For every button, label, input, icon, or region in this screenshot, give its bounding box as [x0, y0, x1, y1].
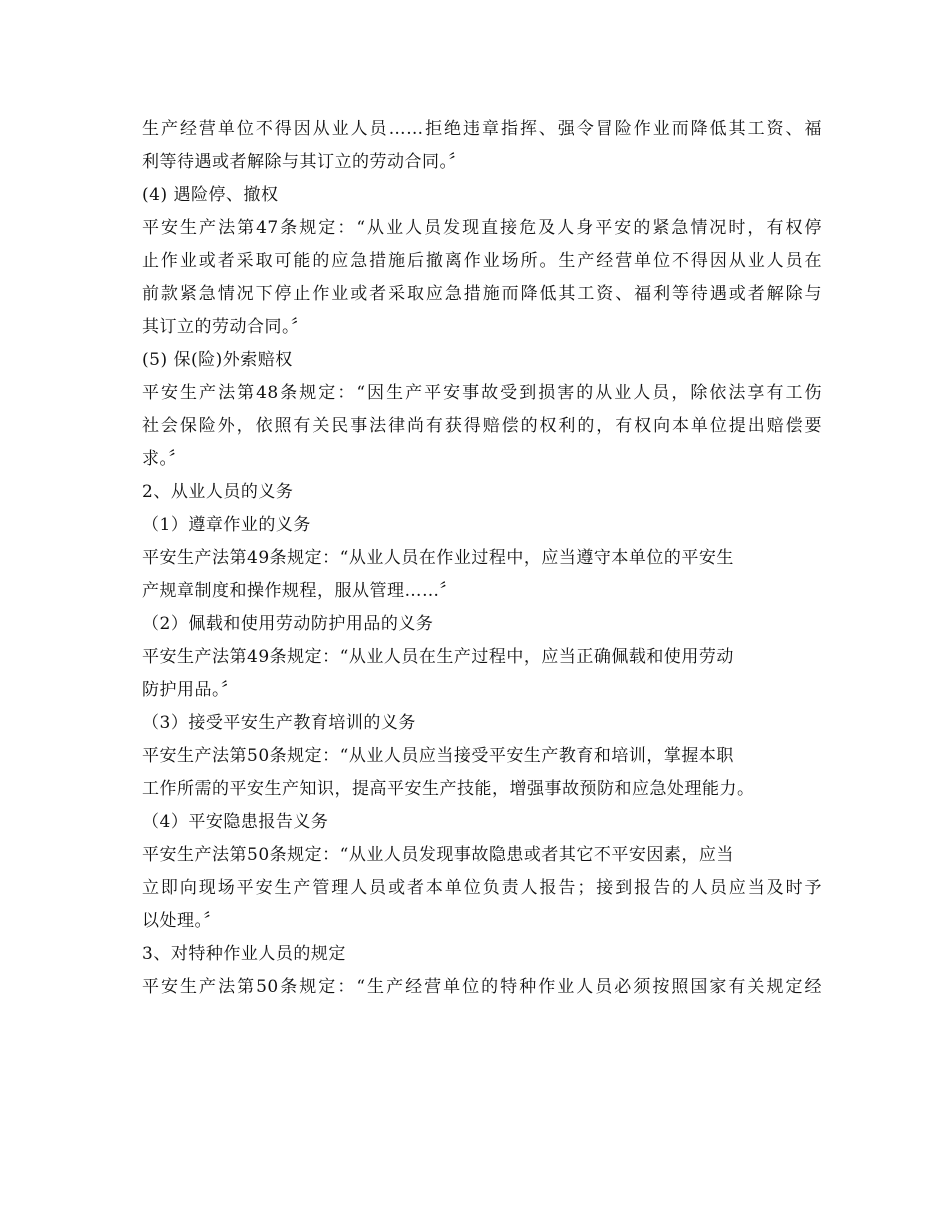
document-body	[142, 113, 822, 1004]
section-heading: （2）佩载和使用劳动防护用品的义务	[142, 614, 434, 634]
text-line: 平安生产法第50条规定：“从业人员发现事故隐患或者其它不平安因素，应当	[142, 845, 734, 865]
text-line: 生产经营单位不得因从业人员……拒绝违章指挥、强令冒险作业而降低其工资、福	[142, 119, 822, 139]
text-line: 工作所需的平安生产知识，提高平安生产技能，增强事故预防和应急处理能力。	[142, 779, 755, 799]
text-line: 防护用品。〞	[142, 680, 239, 700]
text-line: 利等待遇或者解除与其订立的劳动合同。〞	[142, 152, 466, 172]
text-line: 社会保险外，依照有关民事法律尚有获得赔偿的权利的，有权向本单位提出赔偿要	[142, 416, 822, 436]
text-line: 求。〞	[142, 449, 186, 469]
text-line: 平安生产法第50条规定：“生产经营单位的特种作业人员必须按照国家有关规定经	[142, 977, 822, 997]
text-line: 平安生产法第49条规定：“从业人员在生产过程中，应当正确佩载和使用劳动	[142, 647, 734, 667]
section-heading: （1）遵章作业的义务	[142, 515, 311, 535]
text-line: 平安生产法第50条规定：“从业人员应当接受平安生产教育和培训，掌握本职	[142, 746, 734, 766]
section-heading: 2、从业人员的义务	[142, 482, 294, 502]
text-line: 以处理。〞	[142, 911, 221, 931]
text-line: 立即向现场平安生产管理人员或者本单位负责人报告；接到报告的人员应当及时予	[142, 878, 822, 898]
section-heading: (4) 遇险停、撤权	[142, 185, 279, 205]
text-line: 平安生产法第49条规定：“从业人员在作业过程中，应当遵守本单位的平安生	[142, 548, 734, 568]
text-line: 平安生产法第48条规定：“因生产平安事故受到损害的从业人员，除依法享有工伤	[142, 383, 822, 403]
section-heading: 3、对特种作业人员的规定	[142, 944, 346, 964]
text-line: 产规章制度和操作规程，服从管理……〞	[142, 581, 457, 601]
text-line: 止作业或者采取可能的应急措施后撤离作业场所。生产经营单位不得因从业人员在	[142, 251, 822, 271]
section-heading: (5) 保(险)外索赔权	[142, 350, 293, 370]
section-heading: （3）接受平安生产教育培训的义务	[142, 713, 416, 733]
section-heading: （4）平安隐患报告义务	[142, 812, 329, 832]
text-line: 平安生产法第47条规定：“从业人员发现直接危及人身平安的紧急情况时，有权停	[142, 218, 822, 238]
text-line: 前款紧急情况下停止作业或者采取应急措施而降低其工资、福利等待遇或者解除与	[142, 284, 822, 304]
text-line: 其订立的劳动合同。〞	[142, 317, 309, 337]
